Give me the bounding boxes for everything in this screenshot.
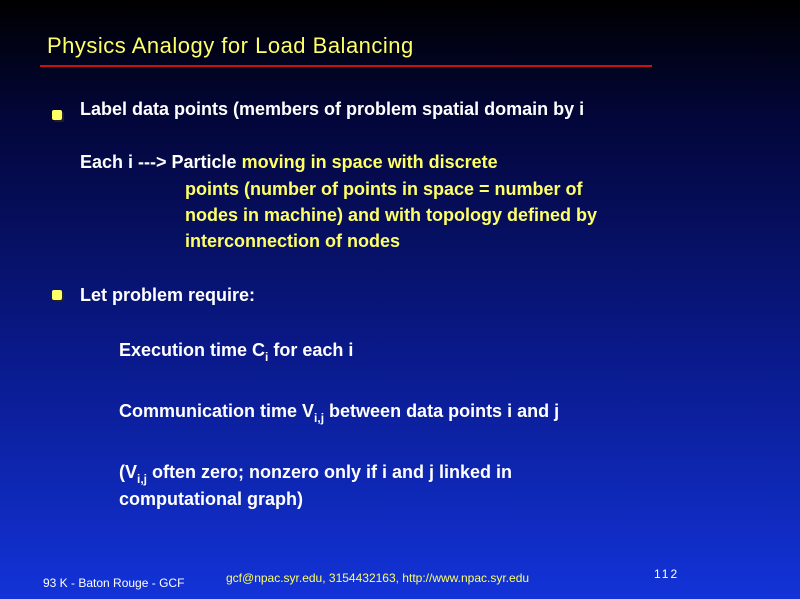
execution-time-line	[119, 340, 353, 364]
particle-continuation-1: points (number of points in space = number of	[185, 179, 583, 199]
communication-prefix: Communication time V	[119, 401, 315, 421]
particle-line	[80, 152, 498, 173]
execution-prefix: Execution time C	[119, 340, 266, 360]
note-line-1	[119, 462, 512, 486]
bullet-icon	[52, 110, 62, 120]
page-number: 112	[654, 567, 680, 581]
communication-time-line	[119, 401, 559, 425]
slide-title: Physics Analogy for Load Balancing	[47, 33, 414, 58]
execution-suffix: for each i	[268, 340, 354, 360]
particle-line-prefix: Each i ---> Particle	[80, 152, 242, 172]
communication-subscript: i,j	[314, 411, 325, 425]
bullet-icon	[52, 290, 62, 300]
note-suffix: often zero; nonzero only if i and j linked in	[147, 462, 513, 482]
particle-line-highlight: moving in space with discrete	[241, 152, 498, 172]
particle-continuation-2: nodes in machine) and with topology defined by	[185, 205, 598, 225]
bullet-1-text: Label data points (members of problem spatial domain by i	[80, 99, 585, 119]
note-prefix: (V	[119, 462, 137, 482]
execution-subscript: i	[265, 350, 269, 364]
bullet-2-text: Let problem require:	[80, 285, 256, 305]
footer-left: 93 K - Baton Rouge - GCF	[43, 576, 185, 590]
title-underline	[40, 65, 652, 67]
communication-suffix: between data points i and j	[324, 401, 560, 421]
particle-continuation-3: interconnection of nodes	[185, 231, 401, 251]
footer-contact: gcf@npac.syr.edu, 3154432163, http://www.npac.syr.edu	[226, 571, 530, 585]
note-line-2: computational graph)	[119, 489, 303, 509]
note-subscript: i,j	[137, 472, 148, 486]
